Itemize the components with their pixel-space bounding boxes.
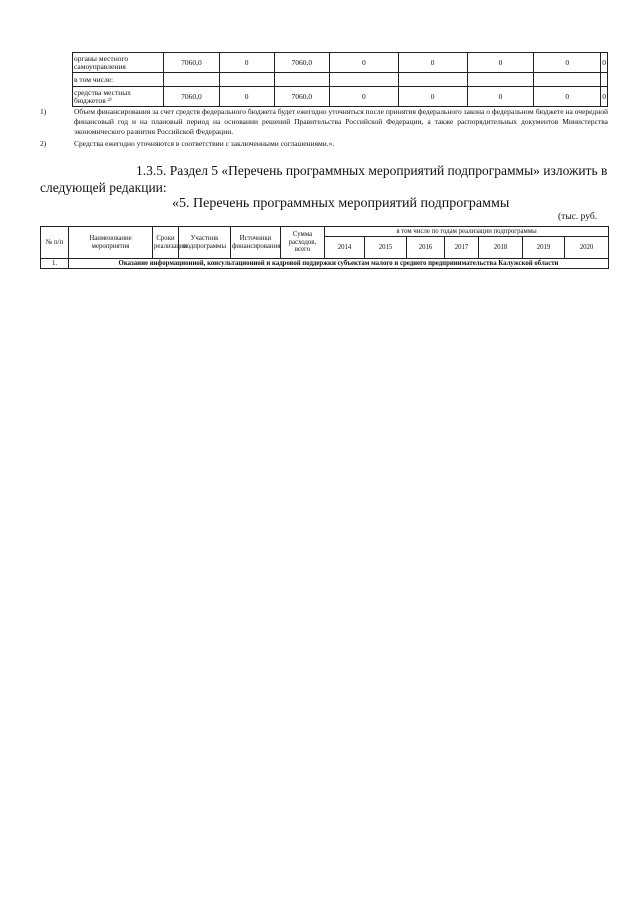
funding-value [219, 73, 274, 87]
footnote-2 [40, 139, 608, 149]
funding-value: 0 [330, 87, 399, 107]
funding-value [398, 73, 467, 87]
header-year: 2016 [407, 237, 445, 259]
footnote-number: 1) [40, 107, 47, 116]
header-year: 2018 [479, 237, 523, 259]
funding-row [73, 87, 608, 107]
funding-value [534, 73, 601, 87]
funding-value: 0 [330, 53, 399, 73]
header-num: № п/п [41, 227, 69, 259]
funding-value: 0 [534, 53, 601, 73]
funding-value [330, 73, 399, 87]
header-year: 2019 [523, 237, 565, 259]
section-num: 1. [41, 259, 69, 269]
funding-value [467, 73, 534, 87]
funding-table [72, 52, 608, 107]
program-table [40, 226, 609, 269]
funding-value: 0 [398, 53, 467, 73]
unit-note: (тыс. руб. [558, 212, 598, 222]
funding-row-label: органы местного самоуправления [73, 53, 164, 73]
funding-value: 0 [601, 53, 608, 73]
funding-value: 0 [601, 87, 608, 107]
header-total: Сумма расходов, всего [281, 227, 325, 259]
funding-value: 0 [219, 53, 274, 73]
funding-row-label: средства местных бюджетов ²⁾ [73, 87, 164, 107]
footnote-text: Объем финансирования за счет средств федерального бюджета будет ежегодно уточняться после принятия федерального закона о федеральном бюджете на очередной финансовый год и на плановый период на основании решений Правительства Российской Федерации, а также распорядительных документов Министерства экономического развития Российской Федерации. [74, 107, 608, 136]
header-year: 2015 [365, 237, 407, 259]
footnote-number: 2) [40, 139, 47, 148]
section-row-title: Оказание информационной, консультационной и кадровой поддержки субъектам малого и среднего предпринимательства Калужской области [69, 259, 609, 269]
header-participant: Участник подпрограммы [179, 227, 231, 259]
header-years-caption: в том числе по годам реализации подпрограммы [325, 227, 609, 237]
amendment-paragraph: 1.3.5. Раздел 5 «Перечень программных мероприятий подпрограммы» изложить в следующей редакции: [40, 163, 608, 195]
funding-value [274, 73, 329, 87]
header-year: 2017 [445, 237, 479, 259]
funding-value: 7060,0 [164, 53, 219, 73]
footnote-text: Средства ежегодно уточняются в соответствии с заключенными соглашениями.». [74, 139, 335, 148]
funding-row [73, 73, 608, 87]
header-period: Сроки реализации [153, 227, 179, 259]
header-year: 2020 [565, 237, 609, 259]
funding-value: 7060,0 [164, 87, 219, 107]
funding-row-label: в том числе: [73, 73, 164, 87]
funding-row [73, 53, 608, 73]
funding-value: 0 [534, 87, 601, 107]
funding-value: 0 [219, 87, 274, 107]
funding-value [164, 73, 219, 87]
funding-value: 0 [467, 53, 534, 73]
funding-value: 0 [467, 87, 534, 107]
funding-value: 0 [398, 87, 467, 107]
header-year: 2014 [325, 237, 365, 259]
header-source: Источники финансирования [231, 227, 281, 259]
header-name: Наименование мероприятия [69, 227, 153, 259]
footnote-1 [40, 107, 608, 137]
funding-value: 7060,0 [274, 53, 329, 73]
section-title: «5. Перечень программных мероприятий подпрограммы [172, 196, 510, 211]
funding-value [601, 73, 608, 87]
funding-value: 7060,0 [274, 87, 329, 107]
